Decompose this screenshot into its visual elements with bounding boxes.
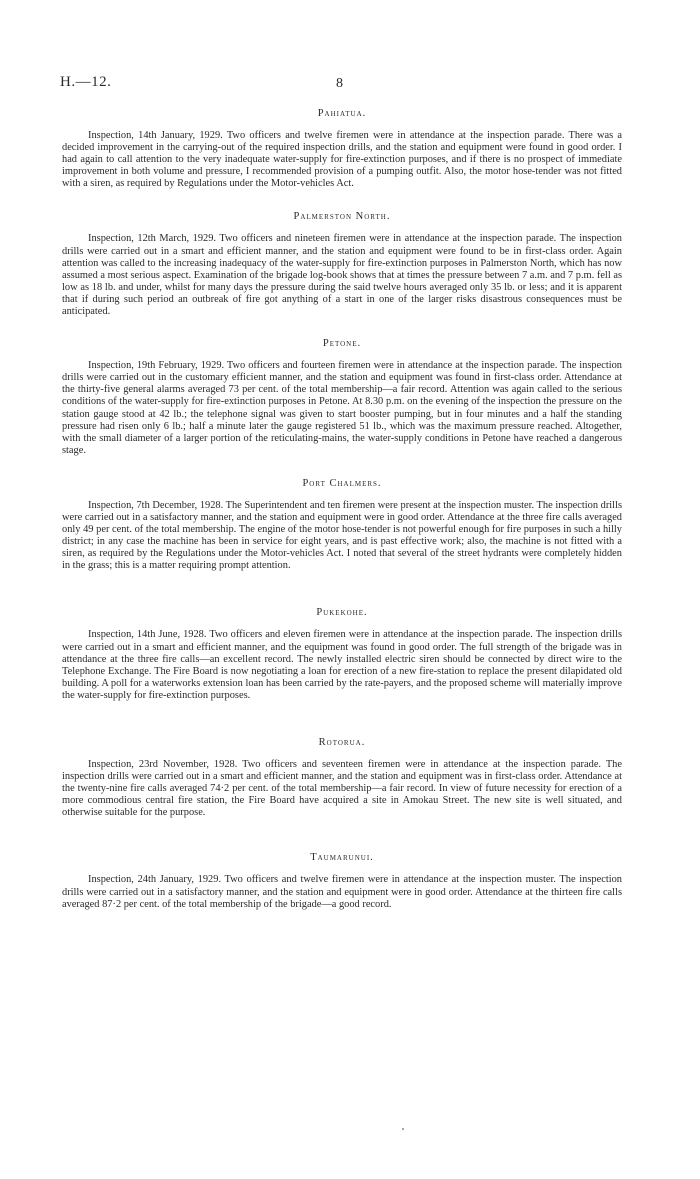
section-port-chalmers (62, 477, 622, 573)
report-body (62, 96, 622, 911)
section-paragraph: Inspection, 24th January, 1929. Two officers and twelve firemen were in attendance at the inspection muster. The inspection drills were carried out in a satisfactory manner, and the station and equipment were in good order. Attendance at the thirteen fire calls averaged 87·2 per cent. of the total membership of the brigade—a good record. (62, 874, 622, 910)
page-number: 8 (336, 76, 343, 91)
section-heading: Pahiatua. (317, 108, 367, 119)
section-paragraph: Inspection, 19th February, 1929. Two officers and fourteen firemen were in attendance at the inspection parade. The inspection drills were carried out in the customary efficient manner, and the station and equipment was found in first-class order. Attendance at the thirty-five general alarms averaged 73 per cent. of the total membership—a fair record. Attention was again called to the serious conditions of the water-supply for fire-extinction purposes in Petone. At 8.30 p.m. on the evening of the inspection the pressure on the station gauge stood at 42 lb.; the telephone signal was given to start booster pumping, but in four minutes and a half the standing pressure had risen only 6 lb.; half a minute later the gauge registered 51 lb., which was the maximum pressure reached. Altogether, with the small diameter of a larger portion of the reticulating-mains, the water-supply conditions in Petone have reached a dangerous stage. (62, 360, 622, 456)
section-paragraph: Inspection, 14th June, 1928. Two officers and eleven firemen were in attendance at the inspection parade. The inspection drills were carried out in a smart and efficient manner, and the equipment was found in good order. The full strength of the brigade was in attendance at the three fire calls—an excellent record. The newly installed electric siren should be connected by direct wire to the Telephone Exchange. The Fire Board is now negotiating a loan for erection of a new fire-station to replace the present dilapidated old building. A poll for a waterworks extension loan has been carried by the rate-payers, and the proposed scheme will materially improve the water-supply for fire-extinction purposes. (62, 629, 622, 701)
section-heading: Port Chalmers. (302, 477, 382, 489)
section-pahiatua (62, 107, 622, 190)
section-heading: Pukekohe. (316, 607, 368, 619)
section-pukekohe (62, 606, 622, 702)
section-heading: Rotorua. (318, 737, 366, 748)
section-rotorua (62, 736, 622, 819)
section-palmerston-north (62, 210, 622, 318)
section-paragraph: Inspection, 23rd November, 1928. Two officers and seventeen firemen were in attendance at the inspection parade. The inspection drills were carried out in a smart and efficient manner, and the station and equipment was in first-class order. Attendance at the twenty-nine fire calls averaged 74·2 per cent. of the total membership—a fair record. In view of future necessity for erection of a more commodious central fire station, the Fire Board have acquired a site in Amokau Street. The new site is well situated, and otherwise suitable for the purpose. (62, 759, 622, 819)
document-reference: H.—12. (60, 74, 112, 90)
section-paragraph: Inspection, 12th March, 1929. Two officers and nineteen firemen were in attendance at the inspection parade. The inspection drills were carried out in a smart and efficient manner, and the station and equipment were found to be in first-class order. Again attention was called to the increasing inadequacy of the water-supply for fire-extinction purposes in Palmerston North, which has now assumed a most serious aspect. Examination of the brigade log-book shows that at times the pressure between 7 a.m. and 7 p.m. fell as low as 18 lb. and under, whilst for many days the pressure during the said twelve hours averaged only 35 lb. or less; and it is apparent that if during such period an outbreak of fire got anything of a start in one of the larger risks disastrous consequences must be anticipated. (62, 233, 622, 318)
section-paragraph: Inspection, 7th December, 1928. The Superintendent and ten firemen were present at the inspection muster. The inspection drills were carried out in a satisfactory manner, and the station and equipment were in good order. Attendance at the three fire calls averaged only 49 per cent. of the total membership. The engine of the motor hose-tender is not powerful enough for fire purposes in such a hilly district; in any case the machine has been in service for eight years, and is past effective work; also, the machine is not fitted with a siren, as required by the Regulations under the Motor-vehicles Act. I noted that several of the street hydrants were completely hidden in the grass; this is a matter requiring prompt attention. (62, 499, 622, 572)
scan-speck (402, 1128, 404, 1130)
section-heading: Petone. (322, 338, 362, 350)
section-taumarunui (62, 851, 622, 910)
section-heading: Taumarunui. (310, 852, 374, 864)
section-heading: Palmerston North. (293, 211, 391, 223)
section-paragraph: Inspection, 14th January, 1929. Two officers and twelve firemen were in attendance at the inspection parade. There was a decided improvement in the carrying-out of the required inspection drills, and the station and equipment were found in good order. I had again to call attention to the very inadequate water-supply for fire-extinction purposes, and if there is no prospect of immediate improvement in both volume and pressure, I recommended provision of a pumping outfit. Also, the motor hose-tender was not fitted with a siren, as required by Regulations under the Motor-vehicles Act. (62, 130, 622, 190)
section-petone (62, 337, 622, 457)
